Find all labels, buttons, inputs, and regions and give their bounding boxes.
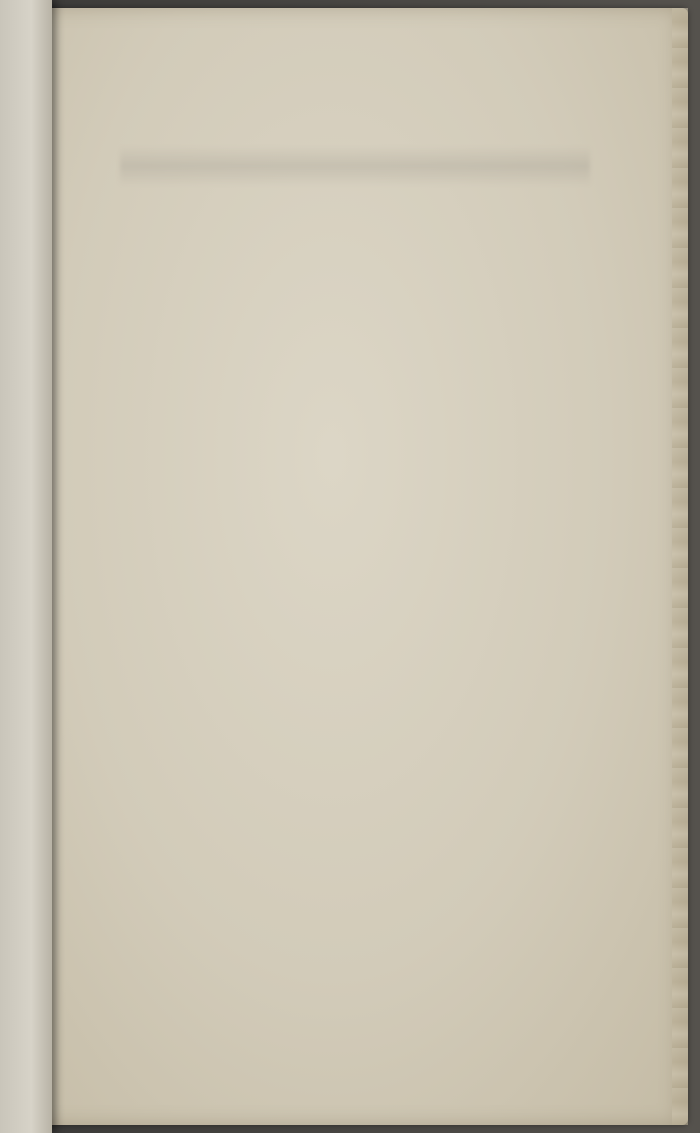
bleed-through-text (120, 146, 590, 186)
worn-page-edge (672, 8, 688, 1125)
book-page (40, 8, 688, 1125)
left-page-edge (0, 0, 52, 1133)
